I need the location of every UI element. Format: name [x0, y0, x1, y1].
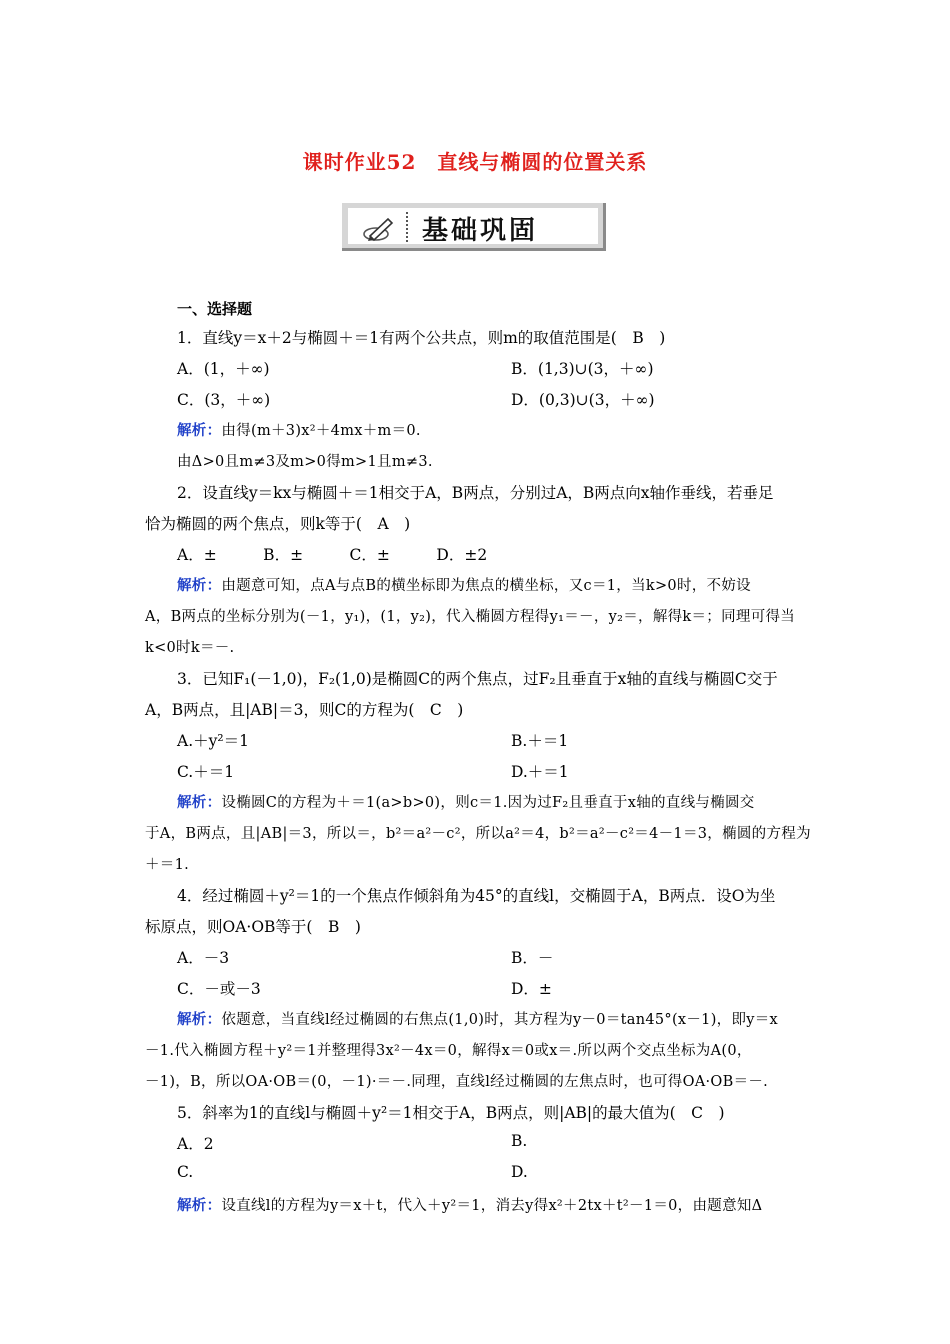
line-text: 恰为椭圆的两个焦点，则k等于( A )	[145, 515, 411, 533]
line-text: C．(3，＋∞)	[177, 391, 271, 409]
line-text: －1.代入椭圆方程＋y²＝1并整理得3x²－4x＝0，解得x＝0或x＝.所以两个交点坐标为A(0，	[145, 1043, 752, 1059]
line-text: C.	[177, 1163, 194, 1181]
text-line-q1	[177, 326, 665, 348]
line-text: 由题意可知，点A与点B的横坐标即为焦点的横坐标，又c＝1，当k>0时，不妨设	[221, 578, 751, 594]
line-text: D.＋＝1	[511, 763, 569, 781]
text-line-q3oa	[177, 729, 249, 751]
page-title: 课时作业52 直线与椭圆的位置关系	[302, 150, 648, 174]
text-line-s1a	[177, 419, 421, 440]
text-line-s3b	[145, 822, 811, 843]
line-text: A．－3	[177, 949, 230, 967]
text-line-s2c	[145, 636, 234, 657]
text-line-q4a	[177, 884, 775, 906]
pencil-note-icon	[362, 214, 396, 244]
solution-label: 解析：	[177, 1011, 222, 1028]
line-text: 5．斜率为1的直线l与椭圆＋y²＝1相交于A，B两点，则|AB|的最大值为( C )	[177, 1104, 725, 1122]
text-line-q5	[177, 1101, 725, 1123]
text-line-q3oc	[177, 760, 234, 782]
text-line-s4b	[145, 1039, 752, 1060]
text-line-q4od	[511, 977, 552, 999]
text-line-q2o	[177, 543, 487, 565]
line-text: －1)，B，所以OA·OB＝(0，－1)·＝－.同理，直线l经过椭圆的左焦点时，也可得OA·OB＝－.	[145, 1074, 769, 1090]
line-text: 2．设直线y＝kx与椭圆＋＝1相交于A，B两点，分别过A，B两点向x轴作垂线，若垂足	[177, 484, 774, 502]
text-line-q5ob	[511, 1132, 527, 1150]
text-line-q2b	[145, 512, 410, 534]
text-line-q1c	[177, 388, 270, 410]
text-line-q4oc	[177, 977, 261, 999]
text-line-q5oc	[177, 1163, 193, 1181]
text-line-q2a	[177, 481, 774, 503]
line-text: 设椭圆C的方程为＋＝1(a>b>0)，则c＝1.因为过F₂且垂直于x轴的直线与椭圆交	[221, 795, 755, 811]
solution-label: 解析：	[177, 1197, 222, 1214]
text-line-s1b	[177, 450, 433, 471]
line-text: k<0时k＝－.	[145, 640, 235, 656]
text-line-q5od	[511, 1163, 528, 1181]
text-line-s5a	[177, 1194, 762, 1215]
line-text: C.＋＝1	[177, 763, 235, 781]
text-line-q1a	[177, 357, 270, 379]
line-text: 设直线l的方程为y＝x＋t，代入＋y²＝1，消去y得x²＋2tx＋t²－1＝0，由题意知Δ	[221, 1198, 763, 1214]
text-line-q5oa	[177, 1132, 214, 1154]
section-banner	[342, 203, 606, 251]
text-line-s4c	[145, 1070, 768, 1091]
text-line-s3a	[177, 791, 755, 812]
line-text: D．±	[511, 980, 552, 998]
line-text: 由Δ>0且m≠3及m>0得m>1且m≠3.	[177, 454, 433, 470]
text-line-s3c	[145, 853, 189, 874]
line-text: D.	[511, 1163, 528, 1181]
solution-label: 解析：	[177, 422, 222, 439]
banner-divider	[406, 212, 408, 242]
line-text: A.＋y²＝1	[177, 732, 249, 750]
text-line-q3b	[145, 698, 463, 720]
line-text: A．(1，＋∞)	[177, 360, 270, 378]
line-text: A．± B．± C．± D．±2	[177, 546, 488, 564]
line-text: 于A，B两点，且|AB|＝3，所以＝，b²＝a²－c²，所以a²＝4，b²＝a²－c²＝4－1＝3，椭圆的方程为	[145, 826, 811, 842]
text-line-s4a	[177, 1008, 778, 1029]
text-line-q1b	[511, 357, 654, 379]
solution-label: 解析：	[177, 794, 222, 811]
banner-label: 基础巩固	[422, 216, 539, 246]
text-line-q4oa	[177, 946, 229, 968]
line-text: 依题意，当直线l经过椭圆的右焦点(1,0)时，其方程为y－0＝tan45°(x－1)，即y＝x	[221, 1012, 779, 1028]
solution-label: 解析：	[177, 577, 222, 594]
text-line-q4ob	[511, 946, 553, 968]
text-line-q4b	[145, 915, 361, 937]
line-text: 1．直线y＝x＋2与椭圆＋＝1有两个公共点，则m的取值范围是( B )	[177, 329, 666, 347]
line-text: 3．已知F₁(－1,0)，F₂(1,0)是椭圆C的两个焦点，过F₂且垂直于x轴的直线与椭圆C交于	[177, 670, 778, 688]
line-text: B.	[511, 1132, 528, 1150]
text-line-q3ob	[511, 729, 568, 751]
line-text: 4．经过椭圆＋y²＝1的一个焦点作倾斜角为45°的直线l，交椭圆于A，B两点．设O为坐	[177, 887, 776, 905]
text-line-q3a	[177, 667, 778, 689]
text-line-q3od	[511, 760, 569, 782]
line-text: A，B两点的坐标分别为(－1，y₁)，(1，y₂)，代入椭圆方程得y₁＝－，y₂＝，解得k＝；同理可得当	[145, 609, 796, 625]
text-line-q1d	[511, 388, 655, 410]
line-text: ＋＝1.	[145, 857, 190, 873]
line-text: D．(0,3)∪(3，＋∞)	[511, 391, 655, 409]
text-line-s2a	[177, 574, 751, 595]
line-text: A．2	[177, 1135, 214, 1153]
line-text: B．(1,3)∪(3，＋∞)	[511, 360, 654, 378]
line-text: A，B两点，且|AB|＝3，则C的方程为( C )	[145, 701, 464, 719]
line-text: B．－	[511, 949, 554, 967]
section-heading: 一、选择题	[177, 300, 253, 318]
line-text: 由得(m＋3)x²＋4mx＋m＝0.	[221, 423, 421, 439]
text-line-s2b	[145, 605, 795, 626]
line-text: B.＋＝1	[511, 732, 569, 750]
line-text: C．－或－3	[177, 980, 261, 998]
line-text: 标原点，则OA·OB等于( B )	[145, 918, 361, 936]
